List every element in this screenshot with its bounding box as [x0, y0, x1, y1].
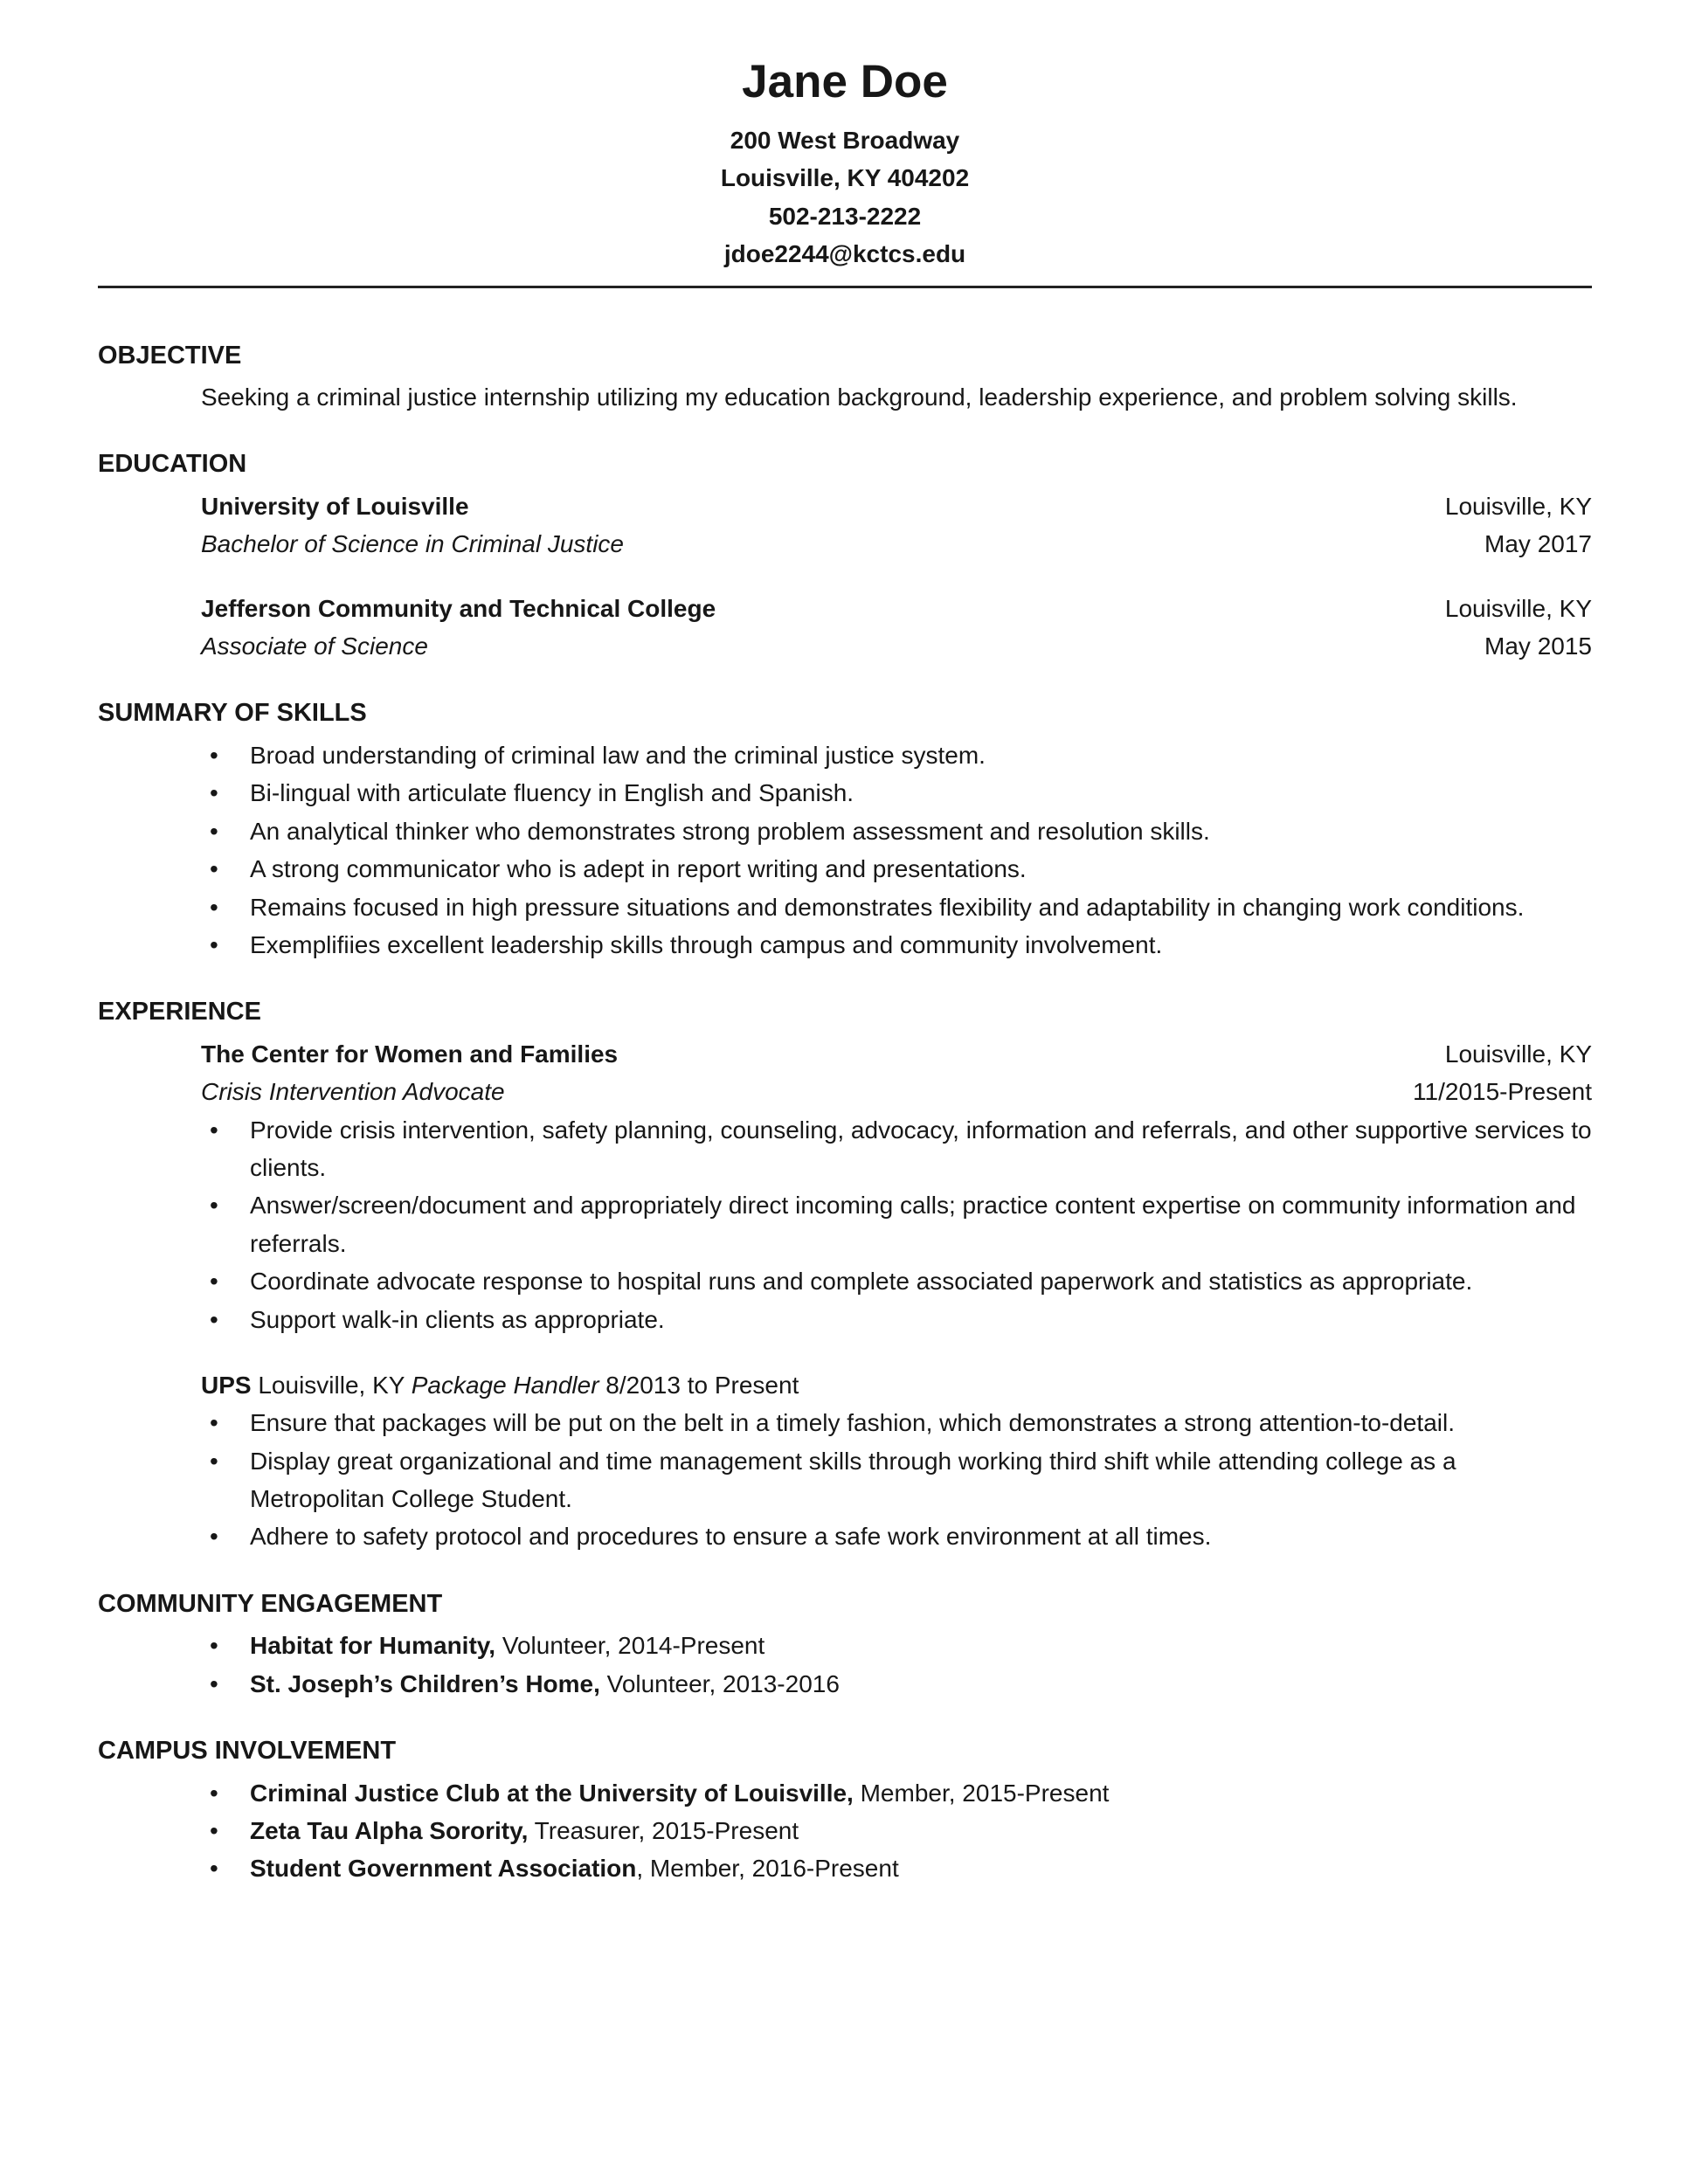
community-list — [201, 1627, 1592, 1703]
campus-org: Criminal Justice Club at the University of Louisville, — [250, 1779, 854, 1807]
skill-item: • An analytical thinker who demonstrates strong problem assessment and resolution skills. — [201, 812, 1592, 850]
section-education — [98, 446, 1592, 665]
job-header-row — [201, 1073, 1592, 1110]
education-entry-row — [201, 590, 1592, 627]
section-objective — [98, 337, 1592, 417]
employer-name: The Center for Women and Families — [201, 1040, 619, 1068]
objective-text: Seeking a criminal justice internship utilizing my education background, leadership experience, and problem solving skills. — [201, 384, 1518, 411]
job-duty-item: • Support walk-in clients as appropriate. — [201, 1301, 1592, 1338]
address-line-1: 200 West Broadway — [730, 126, 960, 154]
job-dates: 11/2015-Present — [1413, 1078, 1592, 1106]
community-item — [201, 1665, 1592, 1703]
campus-org: Student Government Association — [250, 1855, 637, 1883]
job-title: Crisis Intervention Advocate — [201, 1078, 505, 1106]
skills-list — [201, 736, 1592, 964]
header-divider — [98, 286, 1592, 288]
job-duties-list — [201, 1404, 1592, 1556]
experience-heading: EXPERIENCE — [98, 998, 261, 1026]
resume-header — [98, 56, 1592, 273]
campus-org: Zeta Tau Alpha Sorority, — [250, 1817, 529, 1845]
job-duty-item: • Answer/screen/document and appropriately direct incoming calls; practice content expertise on community information and referrals. — [201, 1186, 1592, 1262]
campus-item — [201, 1812, 1592, 1849]
job-duty-item: • Ensure that packages will be put on the belt in a timely fashion, which demonstrates a strong attention-to-detail. — [201, 1404, 1592, 1441]
skill-item: • Broad understanding of criminal law and the criminal justice system. — [201, 736, 1592, 774]
campus-heading: CAMPUS INVOLVEMENT — [98, 1737, 397, 1766]
education-entry-row — [201, 525, 1592, 563]
campus-list — [201, 1774, 1592, 1888]
job-header-inline — [201, 1366, 1592, 1404]
community-org: St. Joseph’s Children’s Home, — [250, 1669, 600, 1697]
section-experience — [98, 993, 1592, 1556]
community-heading: COMMUNITY ENGAGEMENT — [98, 1589, 443, 1618]
campus-role: Member, 2015-Present — [853, 1779, 1110, 1807]
job-duty-item: • Display great organizational and time management skills through working third shift while attending college as a Metropolitan College Student. — [201, 1442, 1592, 1518]
section-skills — [98, 695, 1592, 964]
job-header-row — [201, 1035, 1592, 1073]
school-location: Louisville, KY — [1444, 492, 1592, 520]
graduation-date: May 2017 — [1484, 530, 1592, 558]
school-location: Louisville, KY — [1444, 594, 1592, 622]
section-community — [98, 1586, 1592, 1703]
education-entry-row — [201, 627, 1592, 665]
employer-name: UPS — [201, 1371, 252, 1399]
skill-item: • Bi-lingual with articulate fluency in English and Spanish. — [201, 774, 1592, 812]
job-header — [201, 1035, 1592, 1111]
campus-item — [201, 1849, 1592, 1887]
school-name: Jefferson Community and Technical College — [201, 594, 716, 622]
education-entry-row — [201, 487, 1592, 525]
degree-name: Bachelor of Science in Criminal Justice — [201, 530, 624, 558]
skill-item: • Remains focused in high pressure situations and demonstrates flexibility and adaptability in changing work conditions. — [201, 888, 1592, 926]
job-duties-list — [201, 1111, 1592, 1338]
degree-name: Associate of Science — [201, 632, 428, 660]
community-role: Volunteer, 2014-Present — [495, 1632, 765, 1660]
community-org: Habitat for Humanity, — [250, 1632, 496, 1660]
skills-heading: SUMMARY OF SKILLS — [98, 699, 367, 728]
education-entry — [201, 487, 1592, 563]
campus-role: , Member, 2016-Present — [636, 1855, 899, 1883]
community-item — [201, 1627, 1592, 1664]
graduation-date: May 2015 — [1484, 632, 1592, 660]
job-location: Louisville, KY — [251, 1371, 412, 1399]
job-location: Louisville, KY — [1444, 1040, 1592, 1068]
section-campus — [98, 1732, 1592, 1888]
objective-heading: OBJECTIVE — [98, 341, 242, 370]
education-heading: EDUCATION — [98, 450, 247, 479]
campus-item — [201, 1774, 1592, 1812]
job-dates: 8/2013 to Present — [598, 1371, 799, 1399]
job-duty-item: • Adhere to safety protocol and procedures to ensure a safe work environment at all times. — [201, 1517, 1592, 1555]
campus-role: Treasurer, 2015-Present — [528, 1817, 799, 1845]
candidate-name: Jane Doe — [742, 56, 948, 107]
email-address: jdoe2244@kctcs.edu — [723, 240, 966, 268]
school-name: University of Louisville — [201, 492, 469, 520]
skill-item: • A strong communicator who is adept in report writing and presentations. — [201, 850, 1592, 888]
skill-item: • Exemplifiies excellent leadership skills through campus and community involvement. — [201, 926, 1592, 964]
job-duty-item: • Coordinate advocate response to hospital runs and complete associated paperwork and statistics as appropriate. — [201, 1262, 1592, 1300]
education-entry — [201, 590, 1592, 666]
address-line-2: Louisville, KY 404202 — [720, 164, 970, 192]
phone-number: 502-213-2222 — [768, 202, 922, 230]
job-title: Package Handler — [411, 1371, 599, 1399]
job-duty-item: • Provide crisis intervention, safety planning, counseling, advocacy, information and referrals, and other supportive services to clients. — [201, 1111, 1592, 1187]
community-role: Volunteer, 2013-2016 — [599, 1669, 840, 1697]
